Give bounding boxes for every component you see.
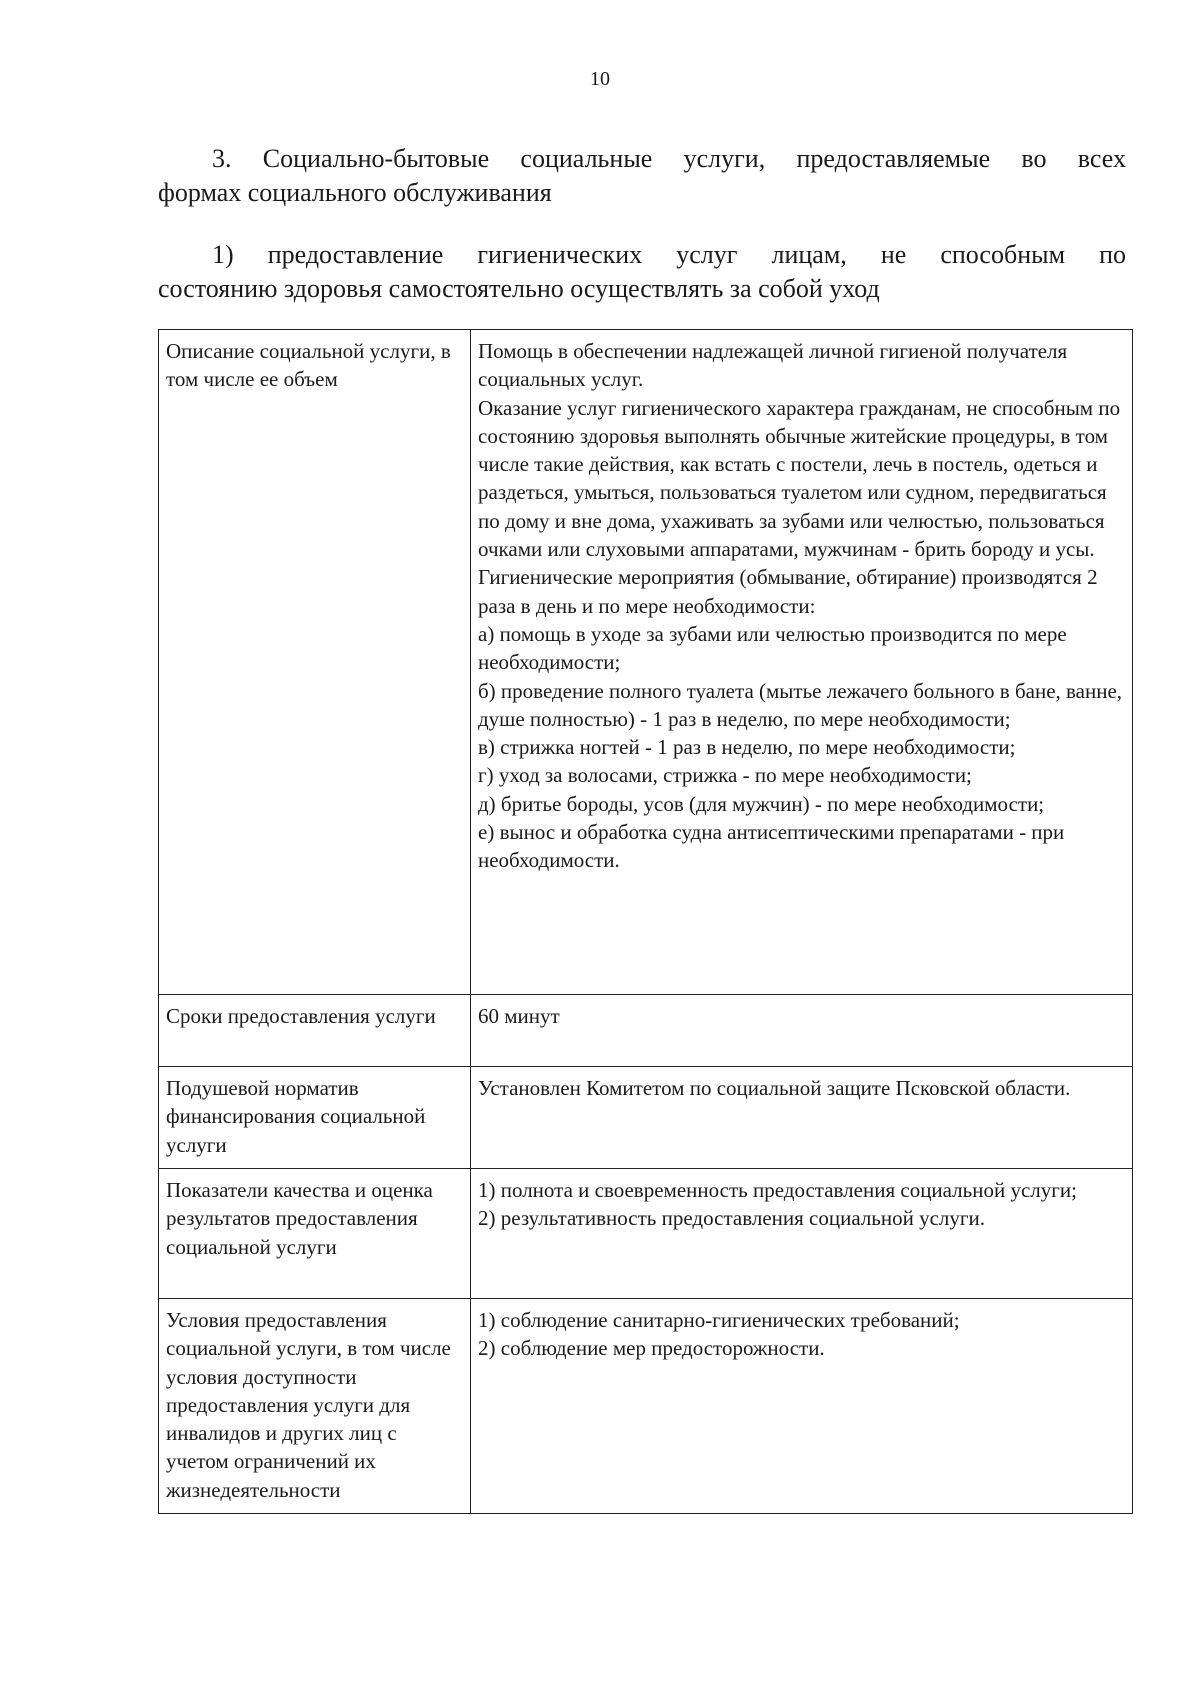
table-row-financing [159, 1067, 1133, 1169]
subsection-heading-line-2: состоянию здоровья самостоятельно осуществлять за собой уход [158, 274, 880, 303]
value-line: а) помощь в уходе за зубами или челюстью производится по мере необходимости; [478, 621, 1067, 675]
row-label: Показатели качества и оценка результатов предоставления социальной услуги [159, 1169, 471, 1299]
value-line: в) стрижка ногтей - 1 раз в неделю, по мере необходимости; [478, 735, 1016, 760]
value-line: 60 минут [478, 1004, 560, 1028]
value-line: 2) соблюдение мер предосторожности. [478, 1336, 825, 1361]
table-row-quality [159, 1169, 1133, 1299]
value-line: Гигиенические мероприятия (обмывание, обтирание) производятся 2 раза в день и по мере необходимости: [478, 565, 1098, 618]
service-table [158, 329, 1133, 1514]
subsection-heading-line-1: 1) предоставление гигиенических услуг лицам, не способным по [212, 240, 1126, 269]
value-line: Помощь в обеспечении надлежащей личной гигиеной получателя социальных услуг. [478, 339, 1068, 392]
value-line: Установлен Комитетом по социальной защите Псковской области. [478, 1076, 1071, 1100]
row-value [471, 1067, 1133, 1169]
value-line: 2) результативность предоставления социальной услуги. [478, 1206, 986, 1231]
row-value [471, 1299, 1133, 1514]
row-value [471, 995, 1133, 1067]
subsection-heading [158, 238, 1126, 306]
row-label: Описание социальной услуги, в том числе ее объем [159, 330, 471, 995]
value-line: е) вынос и обработка судна антисептическими препаратами - при необходимости. [478, 820, 1065, 873]
table-row-conditions [159, 1299, 1133, 1514]
value-line: д) бритье бороды, усов (для мужчин) - по мере необходимости; [478, 791, 1045, 816]
value-line: б) проведение полного туалета (мытье лежачего больного в бане, ванне, душе полностью) - 1 раз в неделю, по мере необходимости; [478, 678, 1123, 731]
table-row-duration [159, 995, 1133, 1067]
table-row-description [159, 330, 1133, 995]
value-line: 1) соблюдение санитарно-гигиенических требований; [478, 1308, 960, 1332]
section-heading-line-1: 3. Социально-бытовые социальные услуги, предоставляемые во всех [212, 144, 1126, 173]
value-line: 1) полнота и своевременность предоставления социальной услуги; [478, 1178, 1077, 1202]
row-label: Подушевой норматив финансирования социальной услуги [159, 1067, 471, 1169]
row-label: Условия предоставления социальной услуги, в том числе условия доступности предоставления услуги для инвалидов и других лиц с учетом ограничений их жизнедеятельности [159, 1299, 471, 1514]
value-line: Оказание услуг гигиенического характера гражданам, не способным по состоянию здоровья выполнять обычные житейские процедуры, в том числе такие действия, как встать с постели, лечь в постель, одеться и раздеться, умыться, пользоваться туалетом или судном, передвигаться по дому и вне дома, ухаживать за зубами или челюстью, пользоваться очками или слуховыми аппаратами, мужчинам - брить бороду и усы. [478, 395, 1121, 562]
value-line: г) уход за волосами, стрижка - по мере необходимости; [478, 763, 972, 788]
section-heading-line-2: формах социального обслуживания [158, 178, 552, 207]
row-value [471, 330, 1133, 995]
page-number: 10 [590, 68, 610, 90]
section-heading [158, 142, 1126, 210]
row-label: Сроки предоставления услуги [159, 995, 471, 1067]
row-value [471, 1169, 1133, 1299]
